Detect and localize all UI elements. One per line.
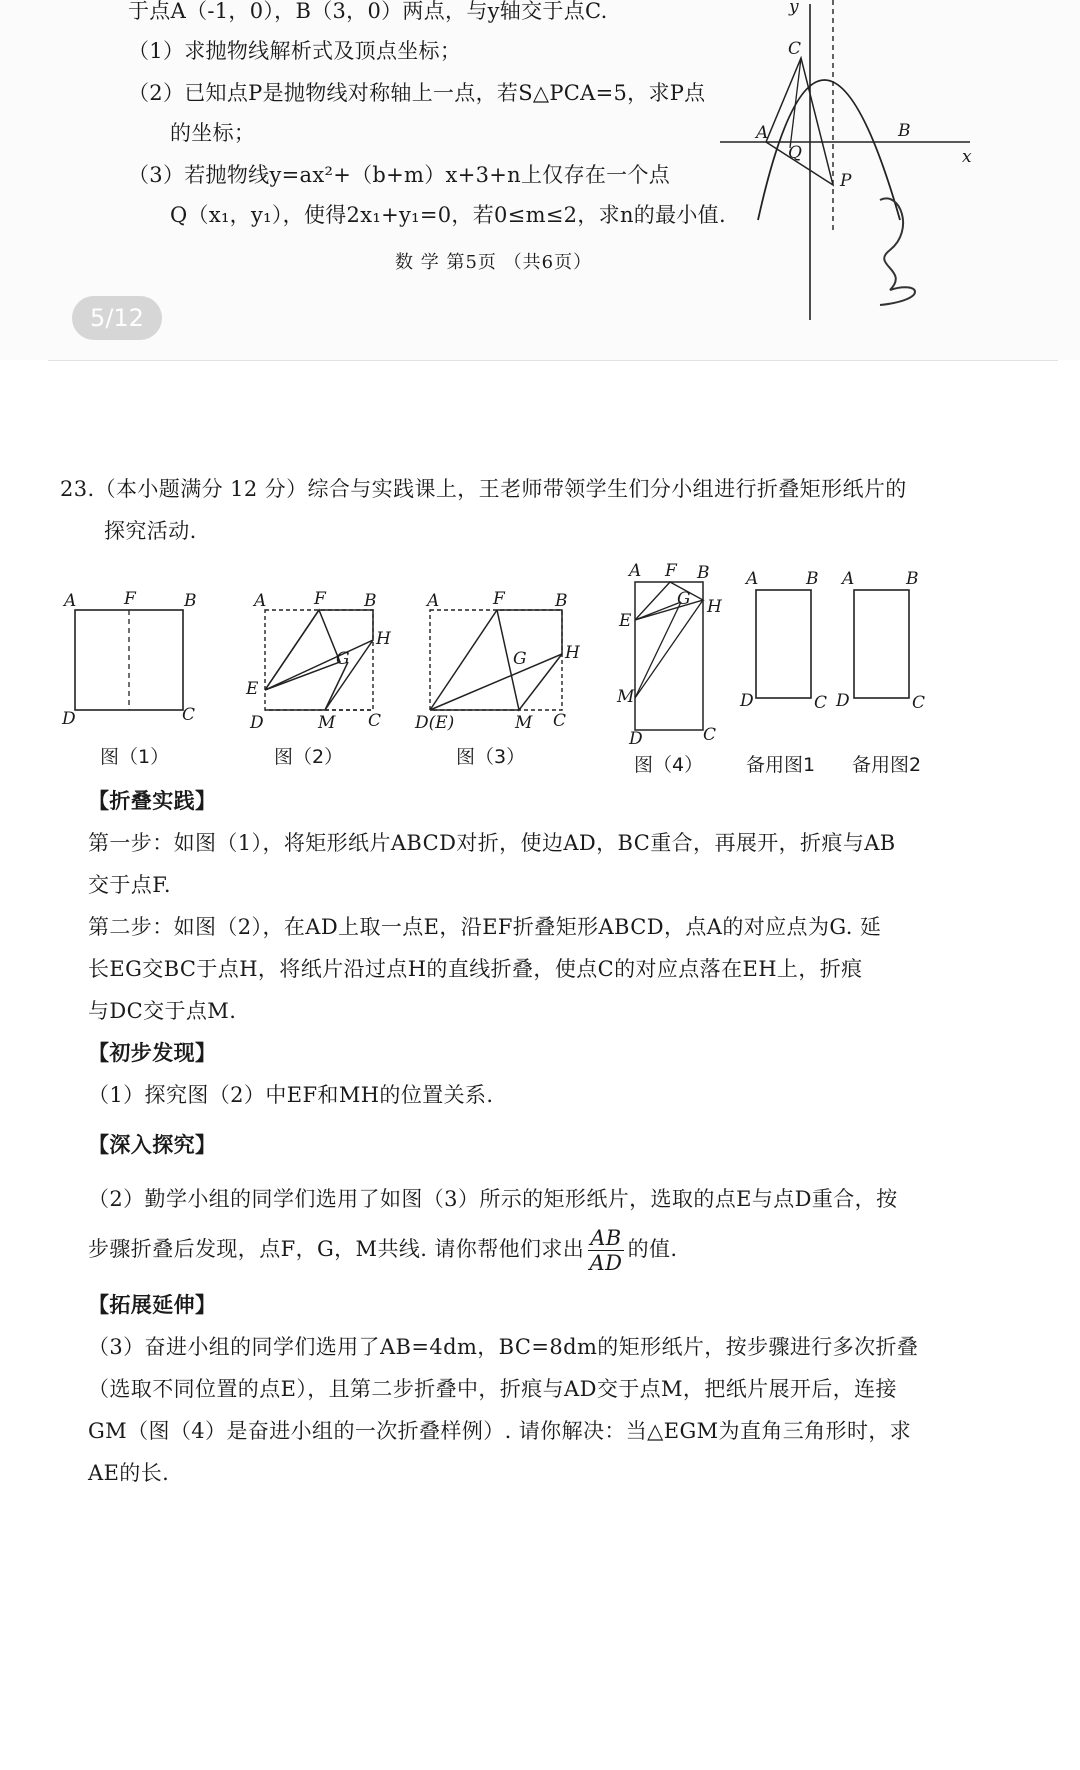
problem-header-cont: 探究活动. [104,519,197,543]
figure-1 [60,589,210,729]
figure-point-label: M [318,713,336,733]
figure-point-label: A [254,591,267,611]
graph-label-y: y [789,0,799,17]
step-2-line-cont: 长EG交BC于点H，将纸片沿过点H的直线折叠，使点C的对应点落在EH上，折痕 [88,957,863,981]
figure-stroke [756,590,811,698]
figure-point-label: B [806,569,819,589]
question-3: （3）奋进小组的同学们选用了AB=4dm，BC=8dm的矩形纸片，按步骤进行多次折叠 [88,1335,919,1359]
figure-point-label: M [617,687,635,707]
spare-figure-2 [836,570,936,720]
figure-point-label: D [250,713,264,733]
section-extension: 【拓展延伸】 [88,1292,217,1317]
figure-stroke [265,610,373,690]
page-divider [48,360,1058,361]
figure-point-label: H [376,629,391,649]
figure-point-label: G [677,589,691,609]
graph-label-c: C [788,39,802,59]
figure-point-label: F [493,589,505,609]
figure-3-caption: 图（3） [456,746,526,768]
figure-point-label: G [513,649,527,669]
fraction-numerator: AB [590,1226,622,1250]
figure-point-label: C [368,711,382,731]
figure-point-label: D(E) [415,713,455,733]
figure-point-label: A [427,591,440,611]
figure-point-label: F [124,589,136,609]
figure-point-label: A [629,561,642,581]
figure-stroke [635,602,681,698]
figure-1-caption: 图（1） [100,746,170,768]
figure-point-label: D [836,691,850,711]
step-1-line: 第一步：如图（1），将矩形纸片ABCD对折，使边AD，BC重合，再展开，折痕与AB [88,831,896,855]
section-deep-inquiry: 【深入探究】 [88,1132,217,1157]
question-1: （1）探究图（2）中EF和MH的位置关系. [88,1083,494,1107]
figure-point-label: F [665,561,677,581]
fraction-denominator: AD [589,1251,623,1275]
problem-header: 23.（本小题满分 12 分）综合与实践课上，王老师带领学生们分小组进行折叠矩形纸片的 [60,477,907,501]
prev-question-3-cont: Q（x₁，y₁），使得2x₁+y₁=0，若0≤m≤2，求n的最小值. [170,203,726,227]
figure-point-label: B [697,563,710,583]
step-2-line-end: 与DC交于点M. [88,999,237,1023]
figure-point-label: D [740,691,754,711]
question-2-text-end: 的值. [627,1237,678,1261]
figure-point-label: B [184,591,197,611]
figure-point-label: A [64,591,77,611]
figure-point-label: D [62,709,76,729]
figure-point-label: A [746,569,759,589]
section-initial-finding: 【初步发现】 [88,1040,217,1065]
figure-point-label: H [707,597,722,617]
figure-2 [240,589,400,733]
figure-point-label: B [364,591,377,611]
figure-stroke [265,610,373,710]
spare-figure-1-caption: 备用图1 [746,754,816,776]
figure-point-label: B [906,569,919,589]
triangle-pca [766,58,833,185]
step-1-line-cont: 交于点F. [88,873,171,897]
figure-stroke [265,610,340,690]
figure-point-label: C [703,725,717,745]
question-2-text: 步骤折叠后发现，点F，G，M共线. 请你帮他们求出 [88,1237,585,1261]
question-3-cont: （选取不同位置的点E），且第二步折叠中，折痕与AD交于点M，把纸片展开后，连接 [88,1377,897,1401]
prev-intro-line: 于点A（-1，0），B（3，0）两点，与y轴交于点C. [128,0,608,23]
figure-point-label: B [555,591,568,611]
figure-point-label: C [814,693,828,713]
figure-point-label: E [619,611,632,631]
figure-point-label: G [336,649,350,669]
figure-point-label: E [246,679,259,699]
prev-question-2: （2）已知点P是抛物线对称轴上一点，若S△PCA=5，求P点 [128,81,706,105]
spare-figure-2-caption: 备用图2 [852,754,922,776]
figure-4 [615,560,735,749]
figure-point-label: M [515,713,533,733]
figure-stroke [497,610,562,710]
question-3-cont-2: GM（图（4）是奋进小组的一次折叠样例）. 请你解决：当△EGM为直角三角形时，求 [88,1419,912,1443]
graph-label-x: x [962,147,972,167]
figure-stroke [430,610,562,710]
figure-stroke [854,590,909,698]
prev-question-2-cont: 的坐标； [170,121,256,145]
figure-point-label: A [842,569,855,589]
figure-point-label: C [182,705,196,725]
parabola-graph [700,0,1000,320]
graph-label-q: Q [788,143,802,163]
figure-3 [415,589,585,733]
figure-point-label: D [629,729,643,749]
figure-point-label: H [565,643,580,663]
prev-question-1: （1）求抛物线解析式及顶点坐标； [128,39,462,63]
prev-question-3: （3）若抛物线y=ax²+（b+m）x+3+n上仅存在一个点 [128,163,671,187]
step-2-line: 第二步：如图（2），在AD上取一点E，沿EF折叠矩形ABCD，点A的对应点为G. 延 [88,915,882,939]
figure-2-caption: 图（2） [274,746,344,768]
question-3-end: AE的长. [88,1461,170,1485]
question-2: （2）勤学小组的同学们选用了如图（3）所示的矩形纸片，选取的点E与点D重合，按 [88,1187,898,1211]
graph-label-b: B [898,121,911,141]
question-2-cont [88,1226,678,1275]
figure-stroke [635,582,703,730]
prev-page-footer: 数 学 第5页 （共6页） [395,252,593,273]
figure-4-caption: 图（4） [634,754,704,776]
fraction-ab-over-ad [588,1226,623,1275]
section-fold-practice: 【折叠实践】 [88,788,217,813]
figure-point-label: C [912,693,926,713]
graph-label-p: P [840,171,852,191]
spare-figure-1 [740,570,840,720]
figure-point-label: F [314,589,326,609]
figure-point-label: C [553,711,567,731]
figure-stroke [430,610,562,710]
page-indicator-badge: 5/12 [72,296,162,340]
figure-stroke [635,600,703,698]
graph-label-a: A [756,123,769,143]
